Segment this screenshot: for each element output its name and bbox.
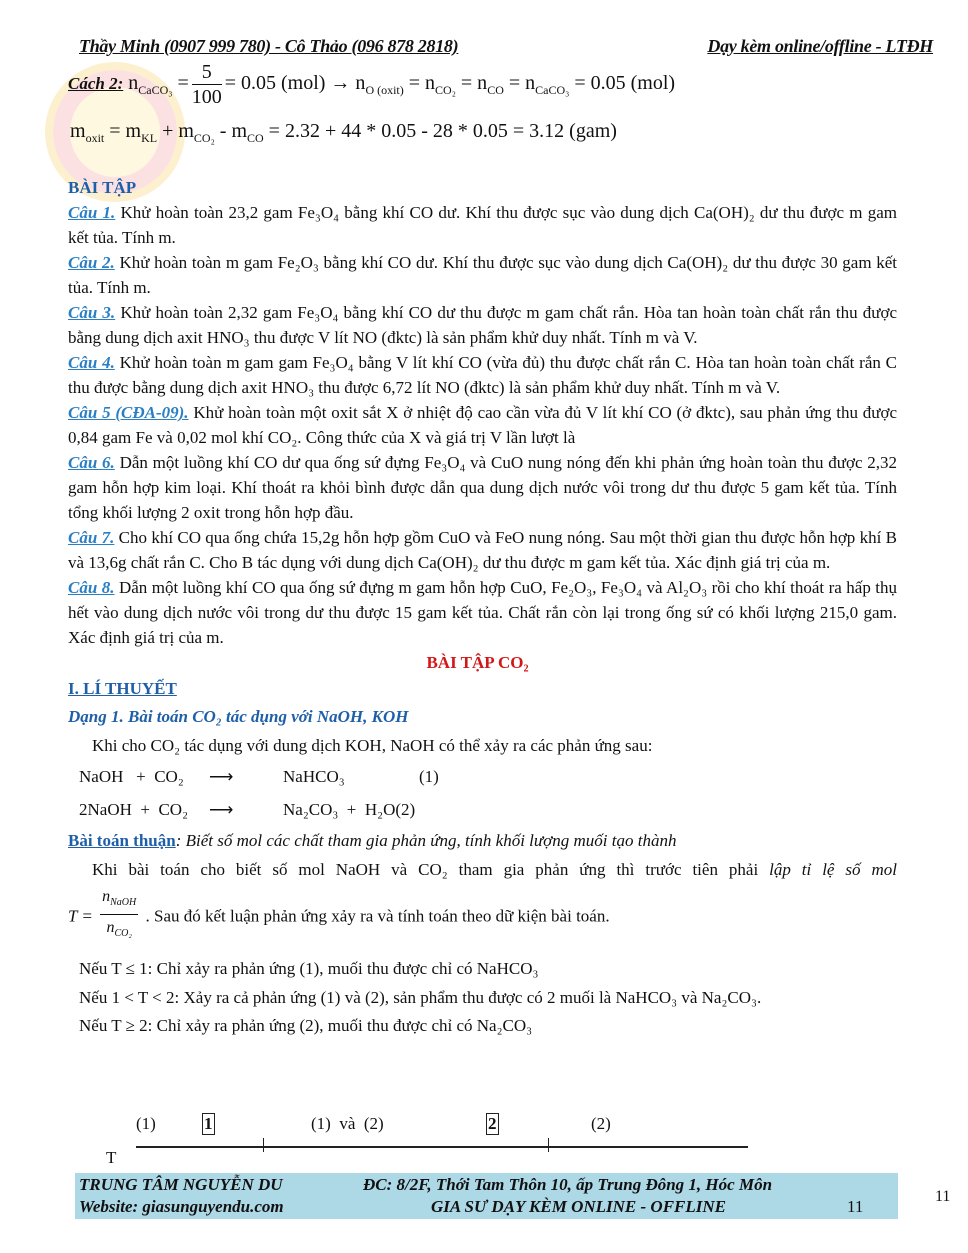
website: Website: giasunguyendu.com xyxy=(79,1197,284,1216)
header-tagline: Dạy kèm online/offline - LTĐH xyxy=(707,36,933,56)
exercise-item: Câu 2. Khử hoàn toàn m gam Fe₂O₃ bằng khí CO dư. Khí thu được sục vào dung dịch Ca(OH)₂ dư thu được 30 gam kết tủa. Tính m. xyxy=(68,253,898,297)
co2-section-title: BÀI TẬP CO₂ xyxy=(426,653,529,672)
exercises-title: BÀI TẬP xyxy=(68,178,137,197)
method-label: Cách 2: xyxy=(68,74,124,94)
center-name: TRUNG TÂM NGUYỄN DU xyxy=(79,1175,283,1194)
exercise-item: Câu 6. Dẫn một luồng khí CO dư qua ống sứ đựng Fe₃O₄ và CuO nung nóng đến khi phản ứng hoàn toàn thu được 2,32 gam hỗn hợp kim loại. Khí thoát ra khỏi bình được dẫn qua dung dịch nước vôi trong dư thu được 5 gam kết tủa. Tính tổng khối lượng 2 oxit trong hỗn hợp đầu. xyxy=(68,453,897,522)
exercise-item: Câu 5 (CĐA-09). Khử hoàn toàn một oxit sắt X ở nhiệt độ cao cần vừa đủ V lít khí CO (ở đktc), sau phản ứng thu được 0,84 gam Fe và 0,02 mol khí CO₂. Công thức của X và giá trị V lần lượt là xyxy=(68,403,897,447)
ratio-fraction: $\frac{n_{NaOH}}{n_{CO_2}}$ xyxy=(102,888,137,940)
page-header xyxy=(79,36,933,57)
page-footer xyxy=(75,1173,898,1219)
page-number: 11 xyxy=(935,1188,951,1205)
tick-1 xyxy=(263,1138,264,1152)
case-3: Nếu T ≥ 2: Chỉ xảy ra phản ứng (2), muối thu được chỉ có Na₂CO₃ xyxy=(79,1016,533,1036)
slogan: GIA SƯ DẠY KÈM ONLINE - OFFLINE xyxy=(431,1197,726,1216)
method-text: Khi bài toán cho biết số mol NaOH và CO₂ tham gia phản ứng thì trước tiên phải lập tỉ lệ số mol xyxy=(92,860,897,879)
segment-label-2: (1) và (2) xyxy=(311,1114,384,1133)
intro-text: Khi cho CO₂ tác dụng với dung dịch KOH, NaOH có thể xảy ra các phản ứng sau: xyxy=(92,736,653,755)
axis-line xyxy=(136,1146,748,1148)
main-content xyxy=(68,175,897,1041)
segment-label-3: (2) xyxy=(591,1114,611,1133)
header-contact: Thầy Minh (0907 999 780) - Cô Thảo (096 878 2818) xyxy=(79,36,459,56)
exercise-list xyxy=(68,200,897,650)
page-number-inner: 11 xyxy=(847,1197,864,1216)
exercise-item: Câu 8. Dẫn một luồng khí CO qua ống sứ đựng m gam hỗn hợp CuO, Fe₂O₃, Fe₃O₄ và Al₂O₃ rồi cho khí thoát ra hấp thụ hết vào dung dịch nước vôi trong dư thu được 15 gam kết tủa. Chất rắn còn lại trong ống sứ có khối lượng 215,0 gam. Xác định giá trị của m. xyxy=(68,578,897,647)
exercise-item: Câu 7. Cho khí CO qua ống chứa 15,2g hỗn hợp gồm CuO và FeO nung nóng. Sau một thời gian thu được hỗn hợp khí B và 13,6g chất rắn C. Cho B tác dụng với dung dịch Ca(OH)₂ dư thu được m gam kết tủa. Xác định giá trị của m. xyxy=(68,528,897,572)
type-1-heading: Dạng 1. Bài toán CO₂ tác dụng với NaOH, KOH xyxy=(68,707,409,726)
exercise-item: Câu 3. Khử hoàn toàn 2,32 gam Fe₃O₄ bằng khí CO dư thu được m gam chất rắn. Hòa tan hoàn toàn chất rắn thu được bằng dung dịch axit HNO₃ thu được V lít NO (đktc) là sản phẩm khử duy nhất. Tính m và V. xyxy=(68,303,898,347)
exercise-item: Câu 4. Khử hoàn toàn m gam gam Fe₃O₄ bằng V lít khí CO (vừa đủ) thu được chất rắn C. Hòa tan hoàn toàn chất rắn C thu được bằng dung dịch axit HNO₃ thu được 6,72 lít NO (đktc) là sản phẩm khử duy nhất. Tính m và V. xyxy=(68,353,898,397)
ratio-formula: T = $\frac{n_{NaOH}}{n_{CO_2}}$ . Sau đó kết luận phản ứng xảy ra và tính toán theo dữ kiện bài toán. xyxy=(68,884,897,949)
case-2: Nếu 1 < T < 2: Xảy ra cả phản ứng (1) và (2), sản phẩm thu được có 2 muối là NaHCO₃ và Na₂CO₃. xyxy=(79,987,762,1007)
reaction-2: 2NaOH + CO₂ ⟶ Na₂CO₃ + H₂O(2) xyxy=(79,800,416,819)
mark-2: 2 xyxy=(488,1114,497,1133)
mark-1: 1 xyxy=(204,1114,213,1133)
solution-line-1: Cách 2: $n_{CaCO_3}$ = $\frac{5}{100}$ = 0.05 $(mol) \to n_{O (oxit)} = n_{CO_2} = n_{CO} = n_{CaCO_3} = 0.05$ (mol) xyxy=(68,61,676,108)
fraction: $\frac{5}{100}$ xyxy=(191,61,222,108)
tick-2 xyxy=(548,1138,549,1152)
axis-label: T xyxy=(106,1148,117,1167)
case-1: Nếu T ≤ 1: Chỉ xảy ra phản ứng (1), muối thu được chỉ có NaHCO₃ xyxy=(79,959,539,979)
theory-heading: I. LÍ THUYẾT xyxy=(68,679,177,698)
address: ĐC: 8/2F, Thới Tam Thôn 10, ấp Trung Đông 1, Hóc Môn xyxy=(363,1175,773,1194)
solution-line-2: $m_{oxit} = m_{KL} + m_{CO_2} - m_{CO} = 2.32 + 44 * 0.05 - 28 * 0.05 = 3.12$ (gam) xyxy=(70,120,617,145)
exercise-item: Câu 1. Khử hoàn toàn 23,2 gam Fe₃O₄ bằng khí CO dư. Khí thu được sục vào dung dịch Ca(OH)₂ dư thu được m gam kết tủa. Tính m. xyxy=(68,203,897,247)
forward-problem: Bài toán thuận: Biết số mol các chất tham gia phản ứng, tính khối lượng muối tạo thành xyxy=(68,831,677,850)
reaction-1: NaOH + CO₂ ⟶ NaHCO₃ (1) xyxy=(79,767,439,786)
segment-label-1: (1) xyxy=(136,1114,156,1133)
